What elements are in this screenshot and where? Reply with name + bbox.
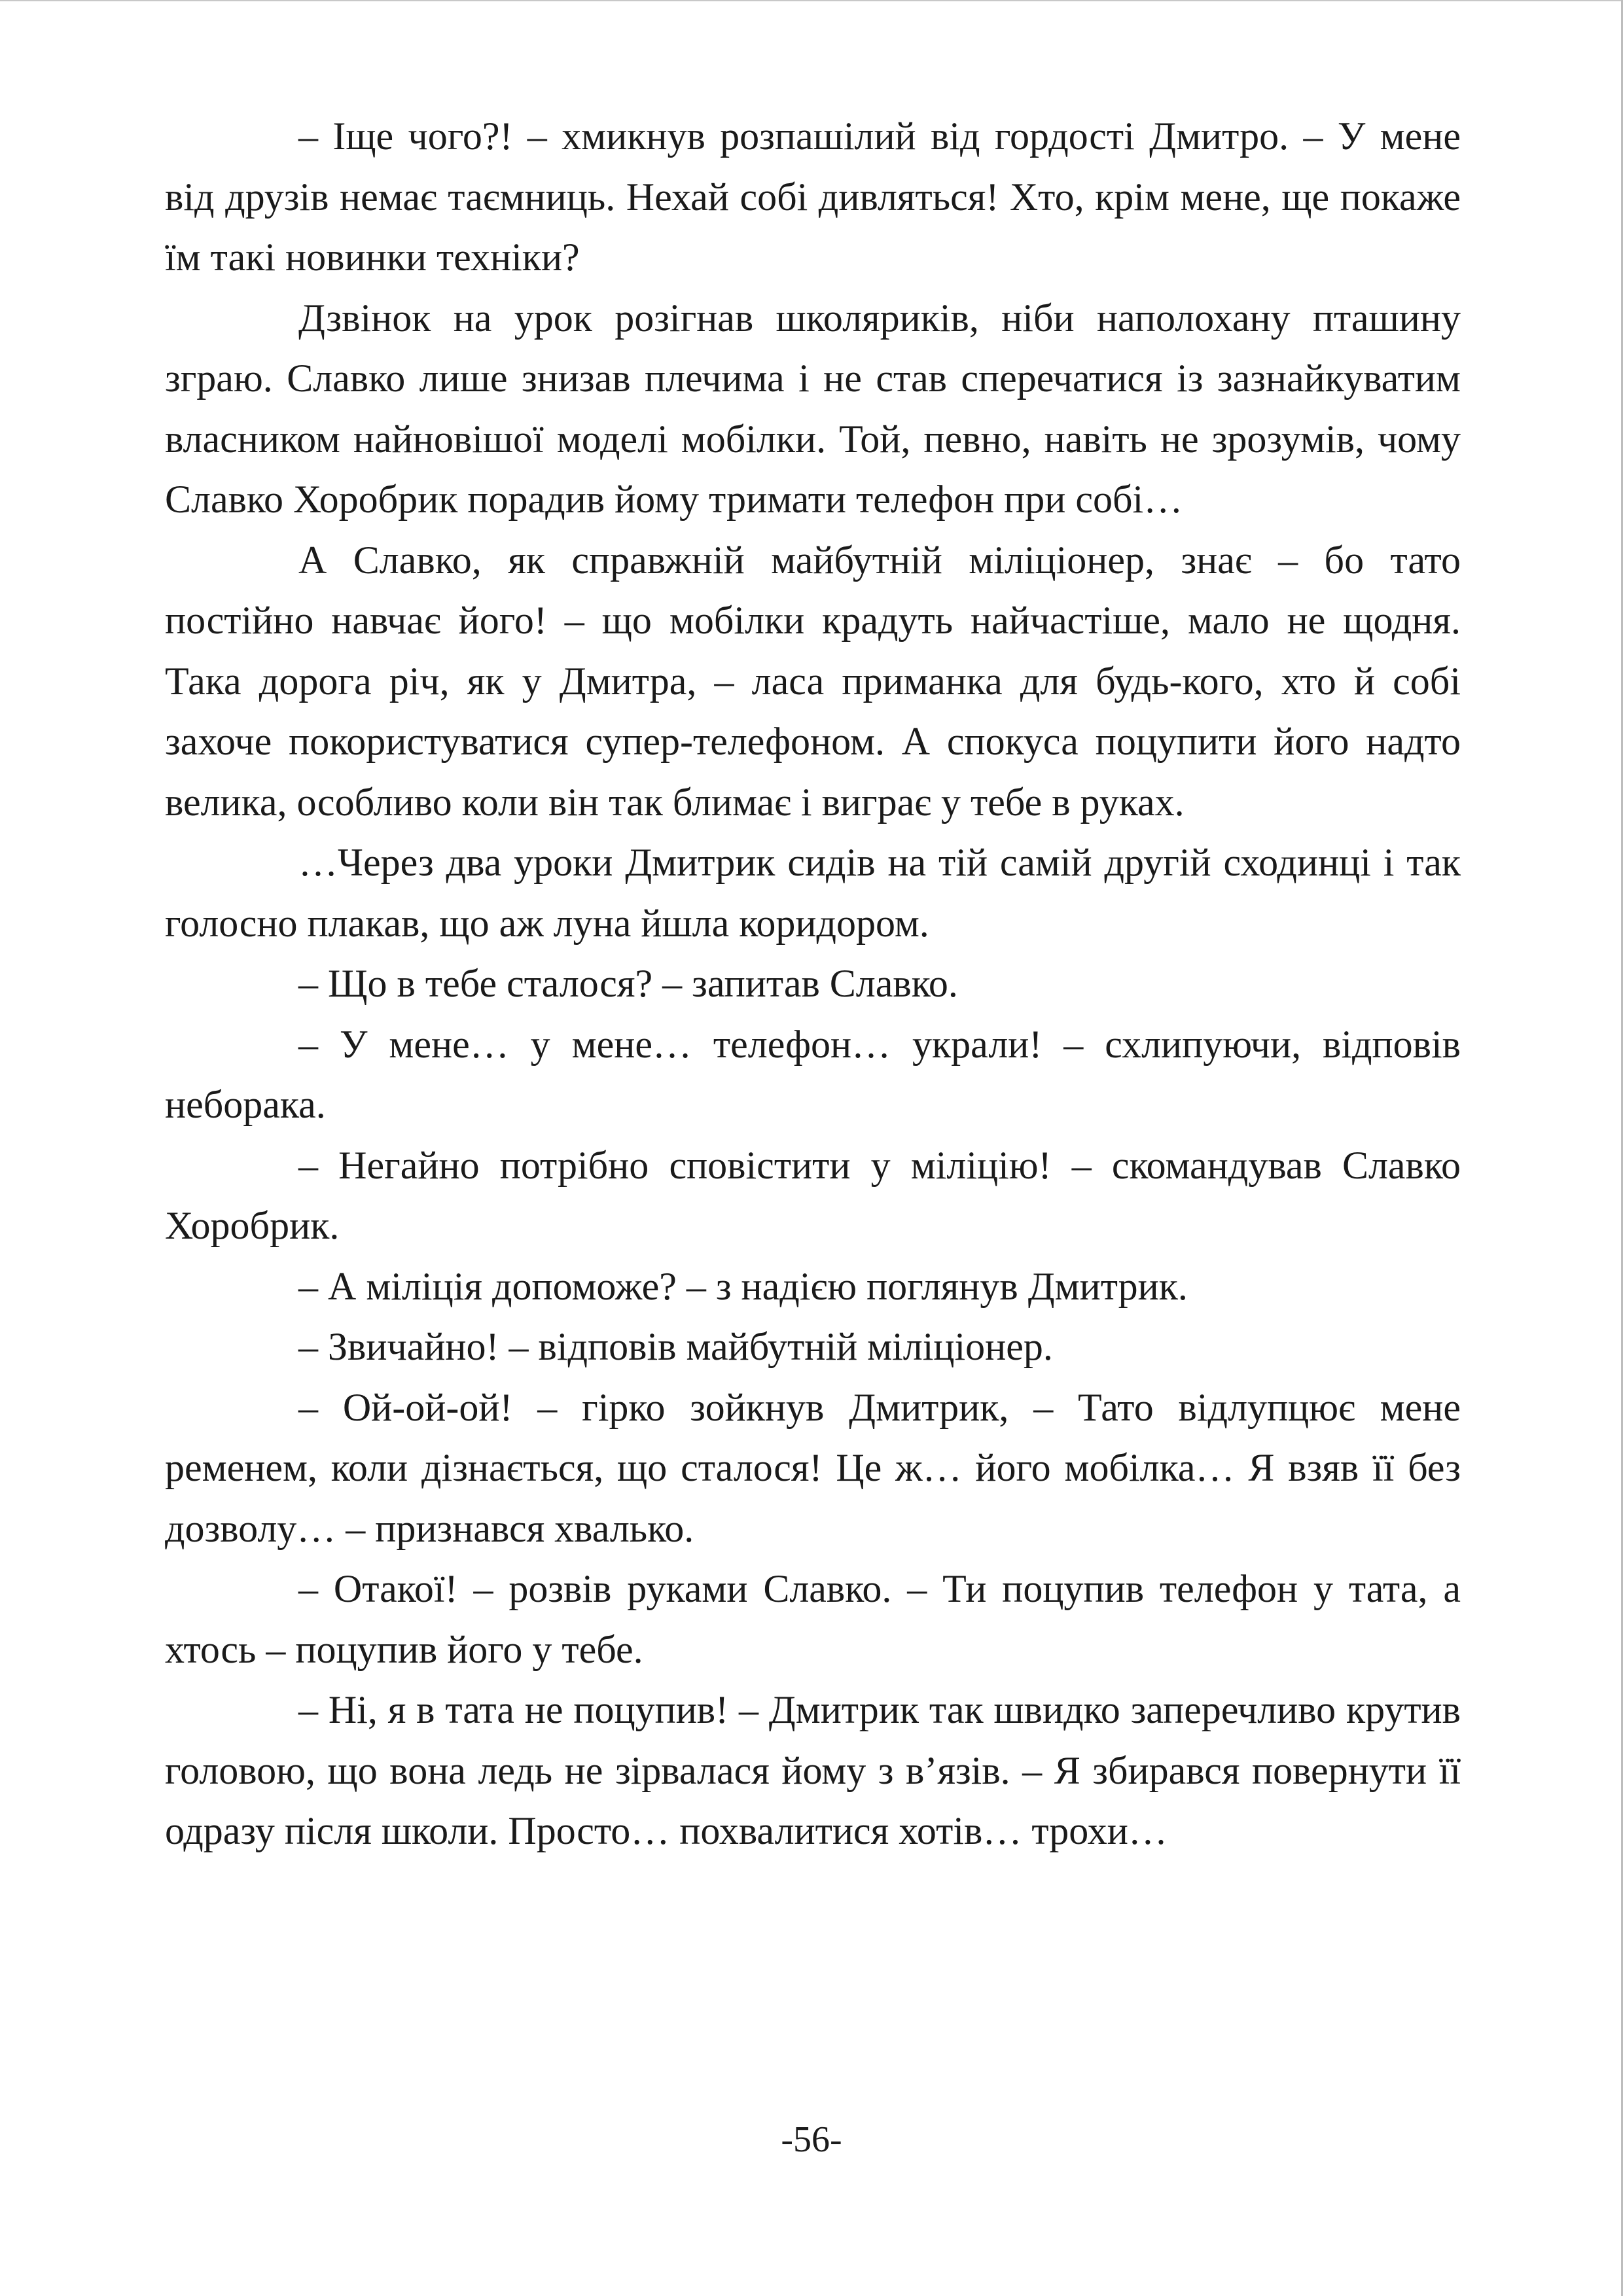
- paragraph-8: – А міліція допоможе? – з надією поглянув Дмитрик.: [298, 1264, 1188, 1308]
- page-top-border: [0, 0, 1623, 1]
- paragraph-10: – Ой-ой-ой! – гірко зойкнув Дмитрик, – Тато відлупцює мене ременем, коли дізнається, що сталося! Це ж… його мобілка… Я взяв її без дозволу… – признався хвалько.: [165, 1385, 1461, 1550]
- paragraph-5: – Що в тебе сталося? – запитав Славко.: [298, 962, 958, 1005]
- paragraph-12: – Ні, я в тата не поцупив! – Дмитрик так швидко заперечливо крутив головою, що вона ледь не зірвалася йому з в’язів. – Я збирався повернути її одразу після школи. Просто… похвалитися хотів… трохи…: [165, 1688, 1461, 1852]
- paragraph-11: – Отакої! – розвів руками Славко. – Ти поцупив телефон у тата, а хтось – поцупив його у тебе.: [165, 1567, 1461, 1671]
- body-text: [165, 106, 1461, 1862]
- paragraph-6: – У мене… у мене… телефон… украли! – схлипуючи, відповів неборака.: [165, 1022, 1461, 1126]
- paragraph-3: А Славко, як справжній майбутній міліціонер, знає – бо тато постійно навчає його! – що мобілки крадуть найчастіше, мало не щодня. Така дорога річ, як у Дмитра, – ласа приманка для будь-кого, хто й собі захоче покористуватися супер-телефоном. А спокуса поцупити його надто велика, особливо коли він так блимає і виграє у тебе в руках.: [165, 538, 1461, 824]
- paragraph-4: …Через два уроки Дмитрик сидів на тій самій другій сходинці і так голосно плакав, що аж луна йшла коридором.: [165, 841, 1461, 945]
- paragraph-1: – Іще чого?! – хмикнув розпашілий від гордості Дмитро. – У мене від друзів немає таємниць. Нехай собі дивляться! Хто, крім мене, ще покаже їм такі новинки техніки?: [165, 115, 1461, 279]
- paragraph-2: Дзвінок на урок розігнав школяриків, ніби наполохану пташину зграю. Славко лише знизав плечима і не став сперечатися із зазнайкуватим власником найновішої моделі мобілки. Той, певно, навіть не зрозумів, чому Славко Хоробрик порадив йому тримати телефон при собі…: [165, 296, 1461, 521]
- paragraph-7: – Негайно потрібно сповістити у міліцію! – скомандував Славко Хоробрик.: [165, 1143, 1461, 1247]
- paragraph-9: – Звичайно! – відповів майбутній міліціонер.: [298, 1325, 1053, 1368]
- page-number: -56-: [781, 2119, 842, 2160]
